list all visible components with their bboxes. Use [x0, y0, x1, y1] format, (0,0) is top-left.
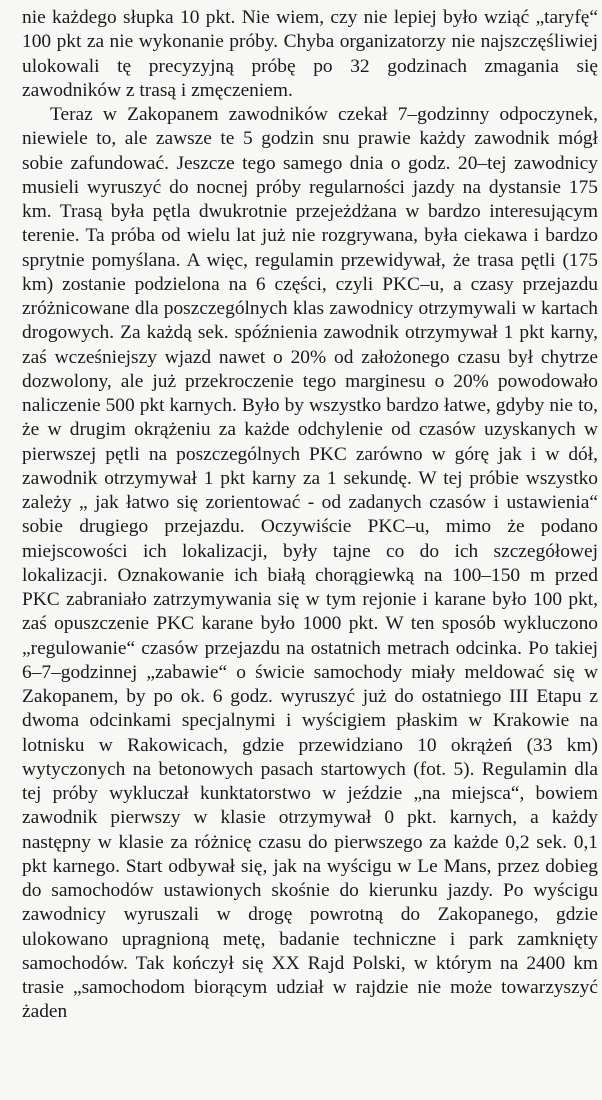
- paragraph-2: Teraz w Zakopanem zawodników czekał 7–godzinny odpoczynek, niewiele to, ale zawsze te 5 godzin snu prawie każdy zawodnik mógł sobie zafundować. Jeszcze tego samego dnia o godz. 20–tej zawodnicy musieli wyruszyć do nocnej próby regularności jazdy na dystansie 175 km. Trasą była pętla dwukrotnie przejeżdżana w bardzo interesującym terenie. Ta próba od wielu lat już nie rozgrywana, była ciekawa i bardzo sprytnie pomyślana. A więc, regulamin przewidywał, że trasa pętli (175 km) zostanie podzielona na 6 części, czyli PKC–u, a czasy przejazdu zróżnicowane dla poszczególnych klas zawodnicy otrzymywali w kartach drogowych. Za każdą sek. spóźnienia zawodnik otrzymywał 1 pkt karny, zaś wcześniejszy wjazd nawet o 20% od założonego czasu był chytrze dozwolony, ale już przekroczenie tego marginesu o 20% powodowało naliczenie 500 pkt karnych. Było by wszystko bardzo łatwe, gdyby nie to, że w drugim okrążeniu za każde odchylenie od czasów uzyskanych w pierwszej pętli na poszczególnych PKC zarówno w górę jak i w dół, zawodnik otrzymywał 1 pkt karny za 1 sekundę. W tej próbie wszystko zależy „ jak łatwo się zorientować - od zadanych czasów i ustawienia“ sobie drugiego przejazdu. Oczywiście PKC–u, mimo że podano miejscowości ich lokalizacji, były tajne co do ich szczegółowej lokalizacji. Oznakowanie ich białą chorągiewką na 100–150 m przed PKC zabraniało zatrzymywania się w tym rejonie i karane było 100 pkt, zaś opuszczenie PKC karane było 1000 pkt. W ten sposób wykluczono „regulowanie“ czasów przejazdu na ostatnich metrach odcinka. Po takiej 6–7–godzinnej „zabawie“ o świcie samochody miały meldować się w Zakopanem, by po ok. 6 godz. wyruszyć już do ostatniego III Etapu z dwoma odcinkami specjalnymi i wyścigiem płaskim w Krakowie na lotnisku w Rakowicach, gdzie przewidziano 10 okrążeń (33 km) wytyczonych na betonowych pasach startowych (fot. 5). Regulamin dla tej próby wykluczał kunktatorstwo w jeździe „na miejsca“, bowiem zawodnik pierwszy w klasie otrzymywał 0 pkt. karnych, a każdy następny w klasie za różnicę czasu do pierwszego za każde 0,2 sek. 0,1 pkt karnego. Start odbywał się, jak na wyścigu w Le Mans, przez dobieg do samochodów ustawionych skośnie do kierunku jazdy. Po wyścigu zawodnicy wyruszali w drogę powrotną do Zakopanego, gdzie ulokowano upragnioną metę, badanie techniczne i park zamknięty samochodów. Tak kończył się XX Rajd Polski, w którym na 2400 km trasie „samochodom biorącym udział w rajdzie nie może towarzyszyć żaden: [22, 104, 598, 1023]
- paragraph-1: nie każdego słupka 10 pkt. Nie wiem, czy nie lepiej było wziąć „taryfę“ 100 pkt za nie wykonanie próby. Chyba organizatorzy nie najszczęśliwiej ulokowali tę precyzyjną próbę po 32 godzinach zmagania się zawodników z trasą i zmęczeniem.: [22, 7, 598, 101]
